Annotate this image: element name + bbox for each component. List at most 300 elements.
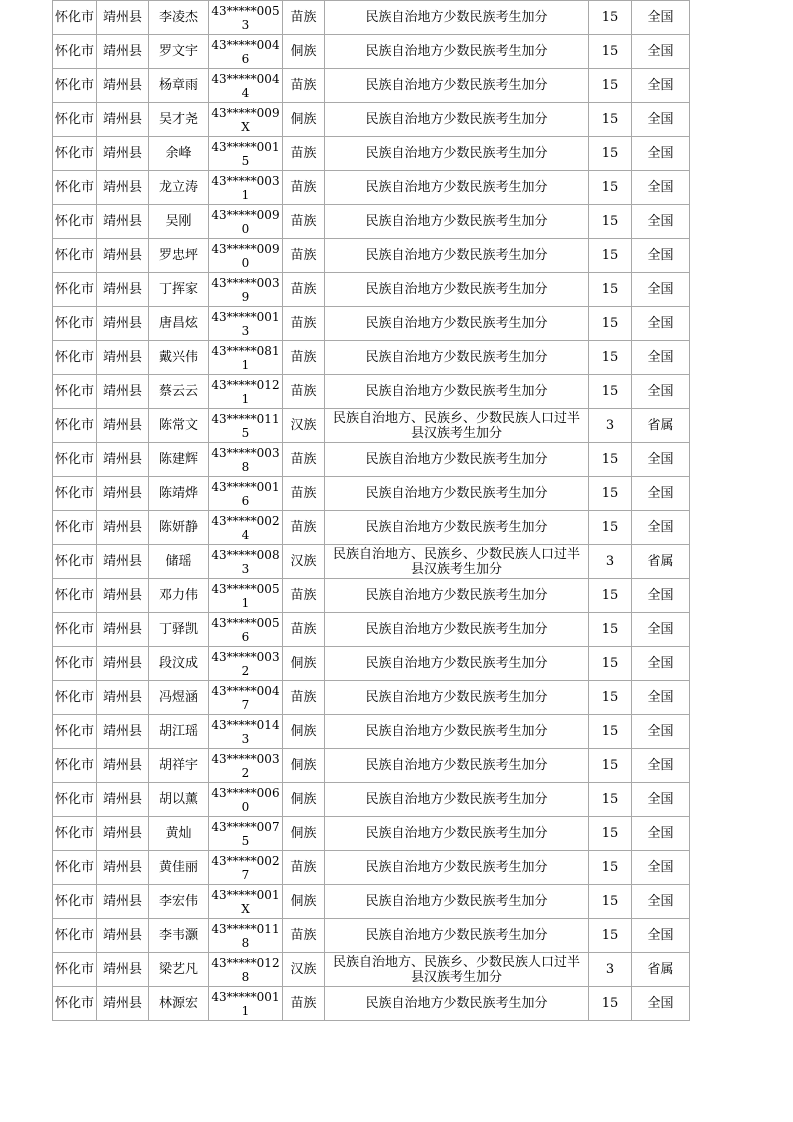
policy-text: 民族自治地方少数民族考生加分 [365,486,548,501]
id-cell [209,579,283,613]
points-text: 15 [601,10,619,25]
scope-cell [632,137,690,171]
scope-cell [632,817,690,851]
ethnicity-cell [283,579,325,613]
policy-cell [325,545,589,579]
name-cell [149,341,209,375]
id-line-top: 43*****008 [211,547,280,562]
city-cell [53,341,97,375]
points-cell [589,681,632,715]
points-cell [589,239,632,273]
policy-cell [325,273,589,307]
points-cell [589,477,632,511]
name-text: 蔡云云 [158,384,198,399]
city-text: 怀化市 [54,9,94,25]
id-cell [209,103,283,137]
table-row [53,1,690,35]
points-cell [589,817,632,851]
scope-cell [632,307,690,341]
scope-text: 全国 [647,316,674,331]
name-cell [149,171,209,205]
city-text: 怀化市 [54,893,94,909]
points-text: 15 [601,690,619,705]
scope-cell [632,273,690,307]
ethnicity-text: 苗族 [290,10,317,25]
county-cell [97,409,149,443]
points-cell [589,715,632,749]
id-line-top: 43*****012 [211,955,280,970]
county-cell [97,851,149,885]
points-text: 15 [601,758,619,773]
name-text: 戴兴伟 [158,350,198,365]
id-cell [209,375,283,409]
id-cell [209,307,283,341]
city-text: 怀化市 [54,111,94,127]
ethnicity-cell [283,545,325,579]
county-text: 靖州县 [102,928,142,943]
id-cell [209,749,283,783]
id-line-top: 43*****001 [211,139,280,154]
name-cell [149,783,209,817]
id-line-bottom: 5 [241,153,250,168]
city-cell [53,205,97,239]
city-text: 怀化市 [54,825,94,841]
id-cell [209,681,283,715]
name-cell [149,477,209,511]
ethnicity-cell [283,171,325,205]
points-text: 15 [601,588,619,603]
table-row [53,511,690,545]
name-cell [149,749,209,783]
ethnicity-cell [283,307,325,341]
id-line-top: 43*****012 [211,377,280,392]
points-cell [589,375,632,409]
ethnicity-text: 苗族 [290,452,317,467]
scope-cell [632,375,690,409]
ethnicity-text: 苗族 [290,146,317,161]
id-cell [209,239,283,273]
table-row [53,35,690,69]
scope-cell [632,239,690,273]
table-row [53,171,690,205]
ethnicity-text: 苗族 [290,180,317,195]
city-cell [53,749,97,783]
county-text: 靖州县 [102,792,142,807]
id-line-top: 43*****002 [211,853,280,868]
name-cell [149,443,209,477]
id-line-top: 43*****011 [211,411,280,426]
points-text: 15 [601,44,619,59]
name-text: 李韦灏 [158,928,198,943]
name-text: 龙立涛 [158,180,198,195]
name-cell [149,239,209,273]
id-cell [209,885,283,919]
points-cell [589,919,632,953]
id-line-top: 43*****003 [211,275,280,290]
name-cell [149,613,209,647]
name-text: 余峰 [165,146,192,161]
table-row [53,103,690,137]
table-row [53,715,690,749]
id-cell [209,477,283,511]
ethnicity-text: 侗族 [290,826,317,841]
city-cell [53,681,97,715]
scope-cell [632,477,690,511]
id-line-bottom: 6 [241,51,250,66]
ethnicity-text: 苗族 [290,622,317,637]
name-cell [149,885,209,919]
id-cell [209,273,283,307]
policy-text: 民族自治地方少数民族考生加分 [365,180,548,195]
name-cell [149,69,209,103]
scope-cell [632,681,690,715]
policy-text: 民族自治地方、民族乡、少数民族人口过半县汉族考生加分 [332,546,580,577]
points-cell [589,341,632,375]
policy-text: 民族自治地方少数民族考生加分 [365,656,548,671]
name-text: 梁艺凡 [158,962,198,977]
city-cell [53,579,97,613]
points-text: 3 [605,418,615,433]
city-text: 怀化市 [54,383,94,399]
county-text: 靖州县 [102,316,142,331]
points-cell [589,511,632,545]
policy-cell [325,783,589,817]
name-cell [149,545,209,579]
id-cell [209,987,283,1021]
ethnicity-cell [283,953,325,987]
id-line-bottom: 7 [241,697,250,712]
points-text: 15 [601,214,619,229]
id-cell [209,545,283,579]
policy-cell [325,239,589,273]
county-text: 靖州县 [102,554,142,569]
points-text: 15 [601,826,619,841]
city-cell [53,103,97,137]
table-row [53,817,690,851]
points-cell [589,545,632,579]
table-row [53,375,690,409]
scope-text: 省属 [647,418,674,433]
policy-cell [325,579,589,613]
table-row [53,545,690,579]
ethnicity-cell [283,103,325,137]
scope-text: 全国 [647,826,674,841]
name-cell [149,307,209,341]
policy-cell [325,137,589,171]
county-text: 靖州县 [102,10,142,25]
scope-cell [632,103,690,137]
policy-text: 民族自治地方少数民族考生加分 [365,894,548,909]
points-cell [589,69,632,103]
policy-text: 民族自治地方少数民族考生加分 [365,248,548,263]
scope-cell [632,851,690,885]
county-cell [97,205,149,239]
ethnicity-cell [283,647,325,681]
points-cell [589,171,632,205]
id-cell [209,341,283,375]
scope-text: 全国 [647,384,674,399]
city-text: 怀化市 [54,621,94,637]
scope-cell [632,647,690,681]
name-text: 陈建辉 [158,452,198,467]
points-text: 15 [601,520,619,535]
county-text: 靖州县 [102,860,142,875]
table-row [53,137,690,171]
policy-text: 民族自治地方少数民族考生加分 [365,520,548,535]
county-text: 靖州县 [102,962,142,977]
city-cell [53,647,97,681]
city-cell [53,511,97,545]
name-cell [149,273,209,307]
policy-text: 民族自治地方少数民族考生加分 [365,384,548,399]
name-cell [149,137,209,171]
scope-text: 全国 [647,894,674,909]
scope-text: 全国 [647,622,674,637]
scope-text: 全国 [647,180,674,195]
city-cell [53,817,97,851]
county-cell [97,273,149,307]
scope-text: 全国 [647,146,674,161]
city-cell [53,953,97,987]
scope-cell [632,885,690,919]
scope-text: 全国 [647,350,674,365]
scope-cell [632,749,690,783]
scope-text: 全国 [647,248,674,263]
id-cell [209,783,283,817]
policy-text: 民族自治地方少数民族考生加分 [365,78,548,93]
ethnicity-text: 侗族 [290,792,317,807]
id-line-top: 43*****014 [211,717,280,732]
id-line-bottom: 7 [241,867,250,882]
ethnicity-cell [283,69,325,103]
name-text: 杨章雨 [158,78,198,93]
scope-cell [632,205,690,239]
scope-cell [632,35,690,69]
id-line-bottom: 1 [241,187,250,202]
id-cell [209,851,283,885]
policy-cell [325,681,589,715]
city-text: 怀化市 [54,417,94,433]
policy-text: 民族自治地方少数民族考生加分 [365,350,548,365]
points-cell [589,273,632,307]
table-row [53,681,690,715]
policy-cell [325,375,589,409]
points-text: 15 [601,622,619,637]
county-cell [97,987,149,1021]
points-cell [589,783,632,817]
ethnicity-text: 侗族 [290,44,317,59]
points-text: 15 [601,384,619,399]
table-row [53,987,690,1021]
scope-cell [632,783,690,817]
id-line-top: 43*****011 [211,921,280,936]
table-row [53,205,690,239]
scope-cell [632,341,690,375]
scope-cell [632,171,690,205]
points-text: 15 [601,724,619,739]
policy-text: 民族自治地方少数民族考生加分 [365,690,548,705]
county-text: 靖州县 [102,112,142,127]
ethnicity-cell [283,681,325,715]
name-cell [149,1,209,35]
policy-text: 民族自治地方少数民族考生加分 [365,10,548,25]
city-cell [53,613,97,647]
ethnicity-cell [283,783,325,817]
name-cell [149,953,209,987]
id-line-top: 43*****081 [211,343,280,358]
city-text: 怀化市 [54,485,94,501]
id-cell [209,715,283,749]
ethnicity-cell [283,443,325,477]
ethnicity-text: 苗族 [290,214,317,229]
ethnicity-cell [283,715,325,749]
table-row [53,477,690,511]
city-cell [53,545,97,579]
scope-cell [632,987,690,1021]
id-line-bottom: 5 [241,833,250,848]
id-line-bottom: 4 [241,527,250,542]
id-line-bottom: 3 [241,17,250,32]
points-text: 15 [601,146,619,161]
points-text: 15 [601,486,619,501]
scope-text: 全国 [647,10,674,25]
county-text: 靖州县 [102,656,142,671]
table-row [53,919,690,953]
id-line-bottom: 6 [241,493,250,508]
id-line-top: 43*****009 [211,207,280,222]
ethnicity-text: 苗族 [290,928,317,943]
id-line-top: 43*****001 [211,887,280,902]
points-text: 15 [601,350,619,365]
city-text: 怀化市 [54,519,94,535]
id-line-top: 43*****005 [211,3,280,18]
county-cell [97,35,149,69]
county-cell [97,341,149,375]
points-cell [589,103,632,137]
points-cell [589,613,632,647]
county-text: 靖州县 [102,894,142,909]
county-cell [97,817,149,851]
ethnicity-text: 侗族 [290,758,317,773]
name-text: 吴刚 [165,214,192,229]
points-cell [589,443,632,477]
id-line-bottom: 6 [241,629,250,644]
city-cell [53,375,97,409]
id-cell [209,409,283,443]
county-text: 靖州县 [102,44,142,59]
points-cell [589,137,632,171]
id-line-top: 43*****005 [211,615,280,630]
id-line-top: 43*****006 [211,785,280,800]
ethnicity-text: 侗族 [290,724,317,739]
name-cell [149,817,209,851]
points-cell [589,409,632,443]
county-cell [97,171,149,205]
policy-text: 民族自治地方少数民族考生加分 [365,792,548,807]
id-line-bottom: 1 [241,391,250,406]
county-text: 靖州县 [102,588,142,603]
county-cell [97,749,149,783]
policy-text: 民族自治地方少数民族考生加分 [365,860,548,875]
county-text: 靖州县 [102,180,142,195]
city-cell [53,273,97,307]
county-text: 靖州县 [102,690,142,705]
name-cell [149,579,209,613]
scope-cell [632,919,690,953]
id-line-bottom: 8 [241,935,250,950]
name-cell [149,715,209,749]
points-cell [589,885,632,919]
id-line-bottom: 1 [241,595,250,610]
county-cell [97,477,149,511]
ethnicity-text: 苗族 [290,860,317,875]
city-text: 怀化市 [54,451,94,467]
scope-text: 全国 [647,690,674,705]
name-cell [149,103,209,137]
ethnicity-cell [283,35,325,69]
id-line-top: 43*****004 [211,683,280,698]
ethnicity-cell [283,749,325,783]
id-line-top: 43*****001 [211,989,280,1004]
scope-cell [632,953,690,987]
points-text: 15 [601,112,619,127]
scope-cell [632,511,690,545]
id-cell [209,69,283,103]
policy-text: 民族自治地方少数民族考生加分 [365,622,548,637]
scope-cell [632,613,690,647]
county-cell [97,375,149,409]
county-text: 靖州县 [102,996,142,1011]
county-cell [97,69,149,103]
city-text: 怀化市 [54,723,94,739]
name-text: 储瑶 [165,554,192,569]
city-cell [53,35,97,69]
city-text: 怀化市 [54,315,94,331]
id-line-bottom: 1 [241,1003,250,1018]
name-text: 段汶成 [158,656,198,671]
policy-text: 民族自治地方少数民族考生加分 [365,214,548,229]
county-text: 靖州县 [102,78,142,93]
policy-cell [325,817,589,851]
points-text: 15 [601,316,619,331]
scope-text: 全国 [647,486,674,501]
scope-text: 全国 [647,996,674,1011]
ethnicity-text: 苗族 [290,282,317,297]
id-line-bottom: 1 [241,357,250,372]
name-text: 胡江瑶 [158,724,198,739]
policy-cell [325,171,589,205]
ethnicity-text: 苗族 [290,486,317,501]
name-text: 黄灿 [165,826,192,841]
id-line-bottom: 8 [241,459,250,474]
points-text: 3 [605,962,615,977]
name-text: 丁挥家 [158,282,198,297]
ethnicity-cell [283,1,325,35]
city-cell [53,477,97,511]
ethnicity-text: 汉族 [290,554,317,569]
ethnicity-text: 苗族 [290,384,317,399]
name-text: 罗文宇 [158,44,198,59]
name-text: 陈妍静 [158,520,198,535]
points-text: 15 [601,792,619,807]
points-text: 15 [601,78,619,93]
table-row [53,341,690,375]
ethnicity-text: 苗族 [290,248,317,263]
scope-cell [632,715,690,749]
county-text: 靖州县 [102,384,142,399]
ethnicity-cell [283,239,325,273]
county-cell [97,443,149,477]
